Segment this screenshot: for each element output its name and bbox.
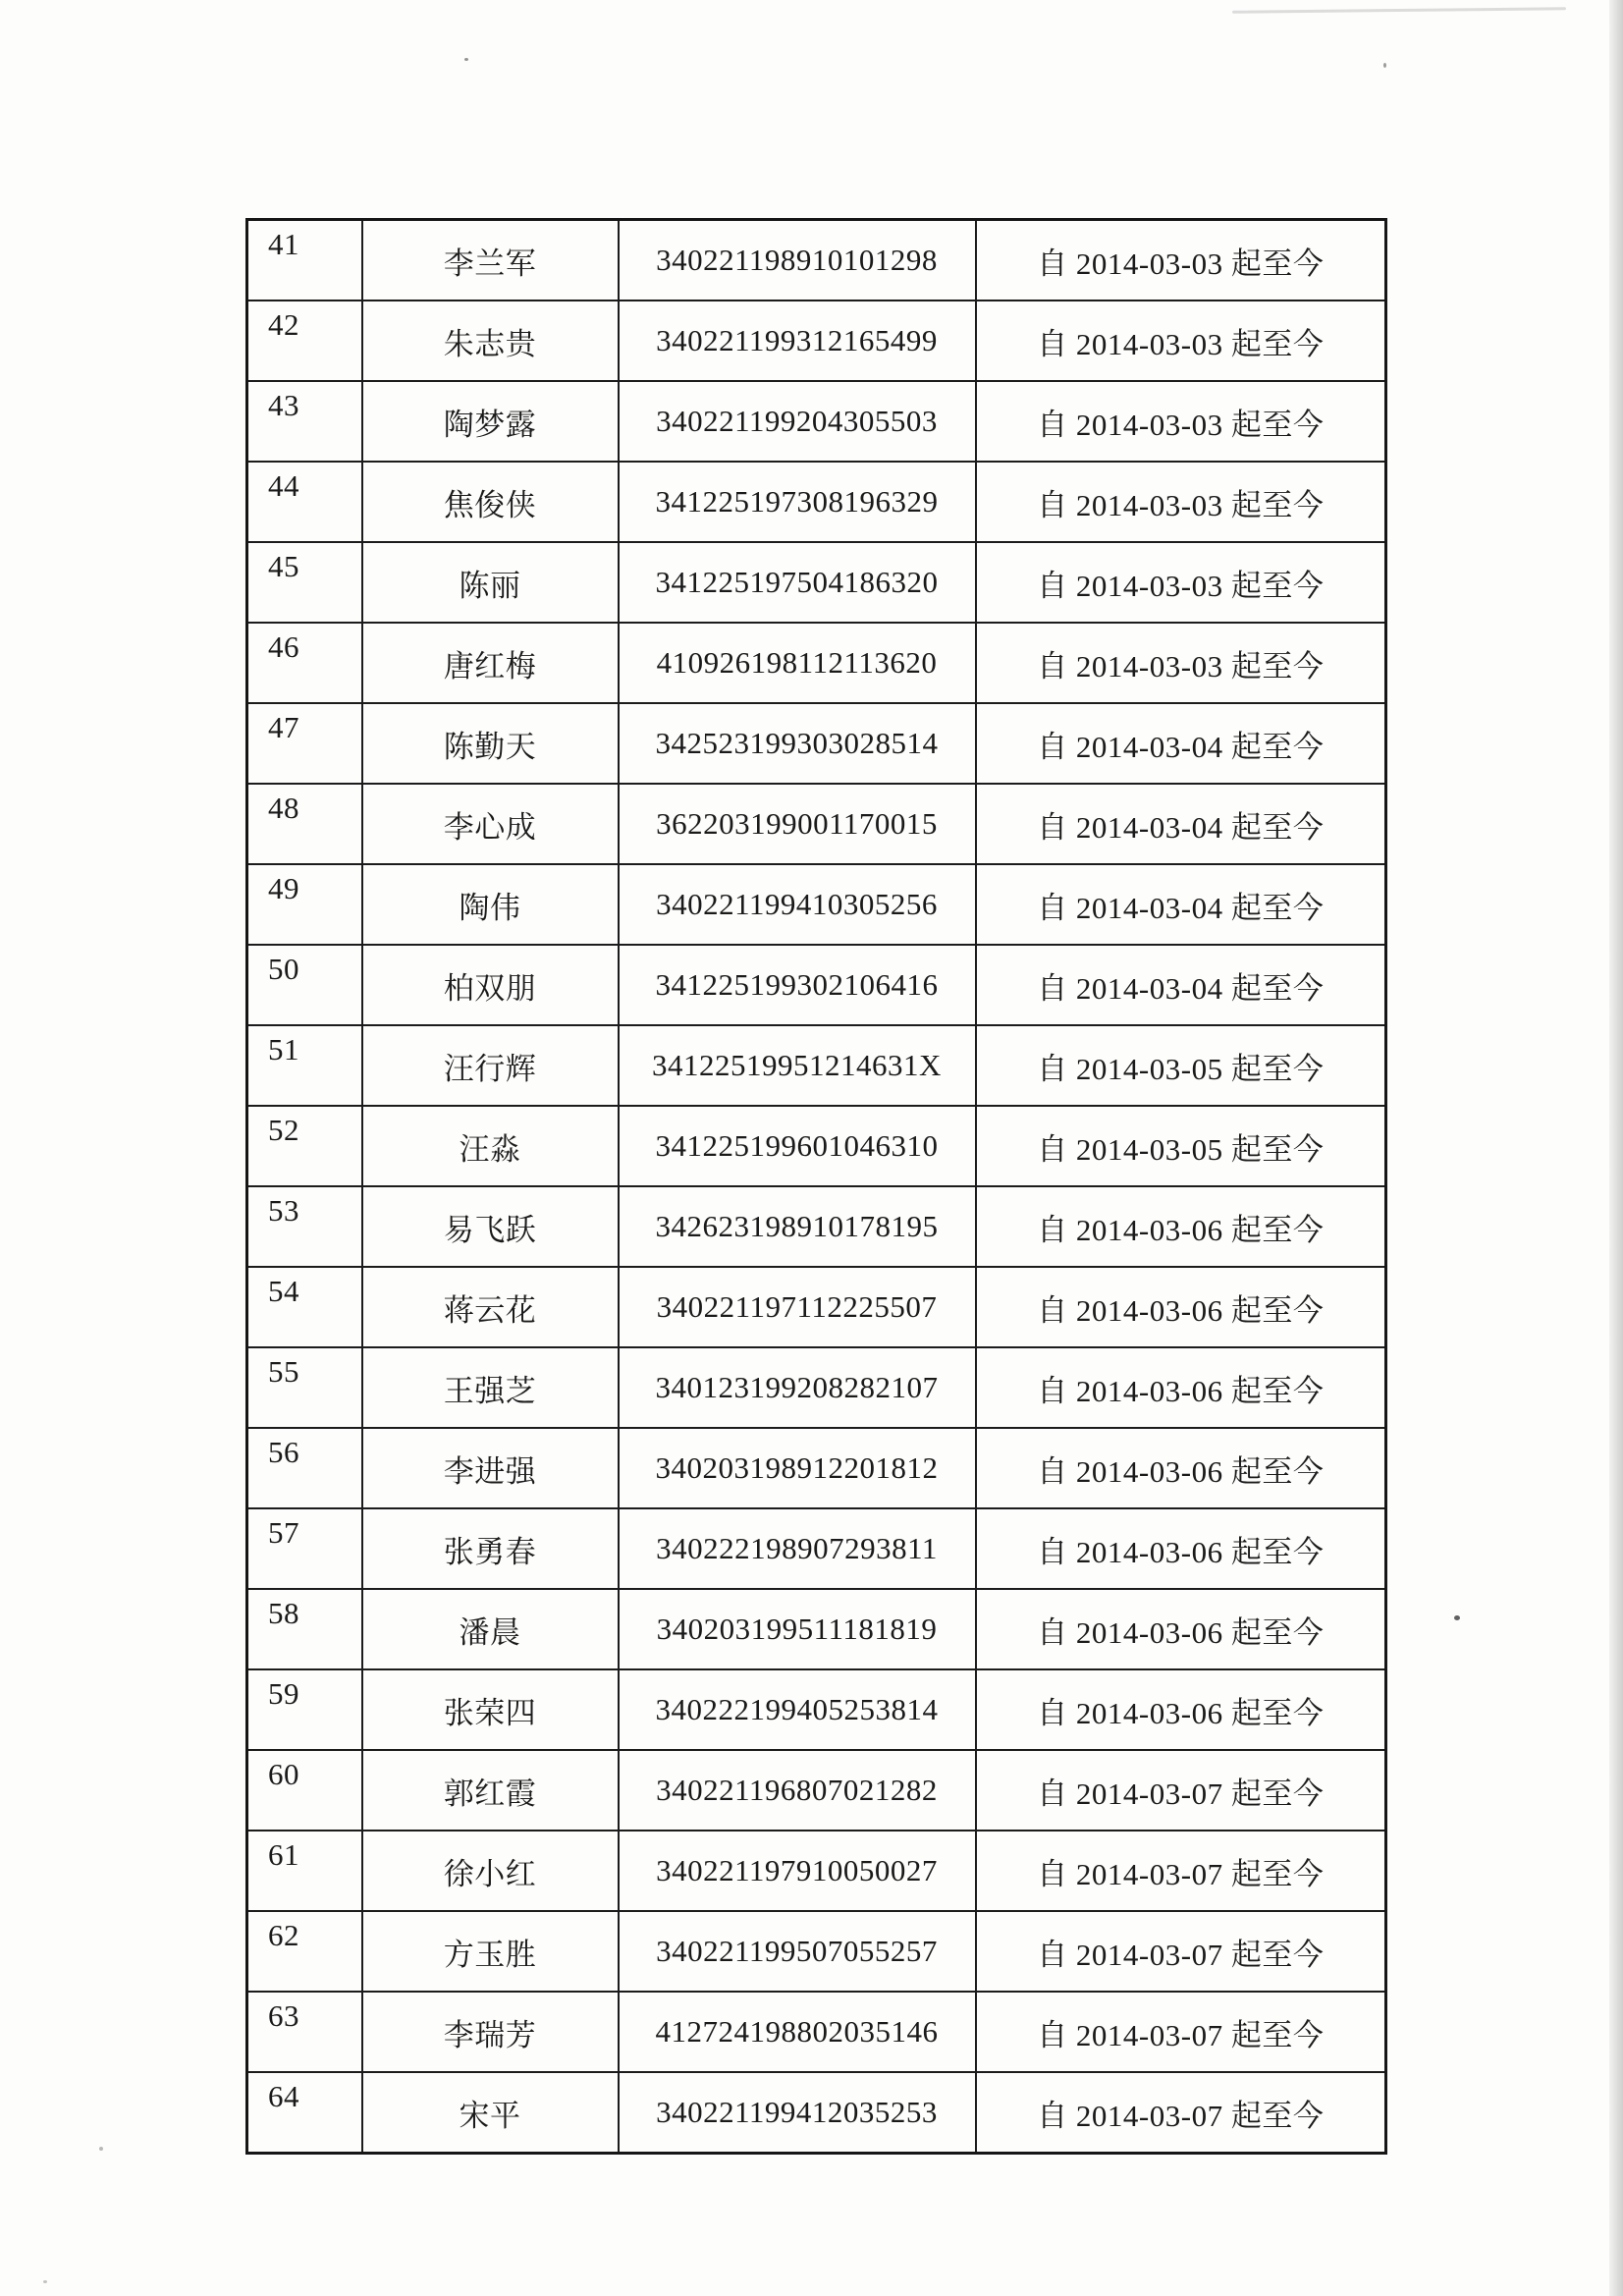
cell-validity-period: 自 2014-03-03 起至今: [976, 301, 1386, 381]
cell-person-name: 李心成: [362, 784, 619, 864]
cell-person-name: 潘晨: [362, 1589, 619, 1669]
cell-id-number: 340221196807021282: [619, 1750, 976, 1831]
cell-person-name: 李进强: [362, 1428, 619, 1508]
table-row: [247, 945, 1386, 1025]
cell-validity-period: 自 2014-03-03 起至今: [976, 220, 1386, 301]
cell-person-name: 王强芝: [362, 1347, 619, 1428]
cell-id-number: 340221199507055257: [619, 1911, 976, 1992]
cell-row-number: 64: [247, 2072, 362, 2154]
table-row: [247, 1589, 1386, 1669]
cell-validity-period: 自 2014-03-06 起至今: [976, 1508, 1386, 1589]
cell-validity-period: 自 2014-03-07 起至今: [976, 2072, 1386, 2154]
cell-validity-period: 自 2014-03-04 起至今: [976, 864, 1386, 945]
cell-id-number: 340203199511181819: [619, 1589, 976, 1669]
cell-person-name: 汪淼: [362, 1106, 619, 1186]
cell-row-number: 62: [247, 1911, 362, 1992]
roster-table: [245, 218, 1387, 2155]
cell-id-number: 341225197308196329: [619, 462, 976, 542]
cell-id-number: 340222198907293811: [619, 1508, 976, 1589]
table-row: [247, 1831, 1386, 1911]
cell-row-number: 41: [247, 220, 362, 301]
table-row: [247, 1992, 1386, 2072]
cell-row-number: 60: [247, 1750, 362, 1831]
cell-validity-period: 自 2014-03-06 起至今: [976, 1347, 1386, 1428]
cell-validity-period: 自 2014-03-07 起至今: [976, 1831, 1386, 1911]
scan-edge-shadow: [1609, 0, 1623, 2296]
cell-id-number: 410926198112113620: [619, 623, 976, 703]
cell-row-number: 53: [247, 1186, 362, 1267]
cell-id-number: 341225197504186320: [619, 542, 976, 623]
roster-table-body: [247, 220, 1386, 2154]
cell-row-number: 47: [247, 703, 362, 784]
cell-id-number: 340221197910050027: [619, 1831, 976, 1911]
cell-row-number: 42: [247, 301, 362, 381]
cell-validity-period: 自 2014-03-07 起至今: [976, 1992, 1386, 2072]
table-row: [247, 784, 1386, 864]
cell-validity-period: 自 2014-03-06 起至今: [976, 1186, 1386, 1267]
table-row: [247, 1106, 1386, 1186]
cell-person-name: 方玉胜: [362, 1911, 619, 1992]
table-row: [247, 864, 1386, 945]
cell-validity-period: 自 2014-03-05 起至今: [976, 1106, 1386, 1186]
table-row: [247, 1669, 1386, 1750]
cell-validity-period: 自 2014-03-03 起至今: [976, 623, 1386, 703]
cell-id-number: 342623198910178195: [619, 1186, 976, 1267]
table-row: [247, 381, 1386, 462]
scan-speck: [1383, 63, 1386, 68]
cell-validity-period: 自 2014-03-04 起至今: [976, 703, 1386, 784]
table-row: [247, 2072, 1386, 2154]
table-row: [247, 703, 1386, 784]
cell-id-number: 34122519951214631X: [619, 1025, 976, 1106]
table-row: [247, 1267, 1386, 1347]
cell-person-name: 朱志贵: [362, 301, 619, 381]
cell-id-number: 340222199405253814: [619, 1669, 976, 1750]
cell-validity-period: 自 2014-03-07 起至今: [976, 1911, 1386, 1992]
table-row: [247, 1428, 1386, 1508]
cell-validity-period: 自 2014-03-04 起至今: [976, 784, 1386, 864]
cell-validity-period: 自 2014-03-03 起至今: [976, 381, 1386, 462]
cell-validity-period: 自 2014-03-06 起至今: [976, 1669, 1386, 1750]
scan-speck: [1454, 1615, 1460, 1620]
cell-id-number: 362203199001170015: [619, 784, 976, 864]
cell-person-name: 张勇春: [362, 1508, 619, 1589]
scan-speck: [464, 58, 468, 61]
cell-id-number: 340123199208282107: [619, 1347, 976, 1428]
cell-person-name: 焦俊侠: [362, 462, 619, 542]
cell-person-name: 李瑞芳: [362, 1992, 619, 2072]
table-row: [247, 220, 1386, 301]
cell-validity-period: 自 2014-03-03 起至今: [976, 462, 1386, 542]
cell-validity-period: 自 2014-03-05 起至今: [976, 1025, 1386, 1106]
cell-row-number: 58: [247, 1589, 362, 1669]
cell-id-number: 341225199302106416: [619, 945, 976, 1025]
cell-row-number: 54: [247, 1267, 362, 1347]
cell-id-number: 340221199410305256: [619, 864, 976, 945]
cell-validity-period: 自 2014-03-06 起至今: [976, 1267, 1386, 1347]
cell-person-name: 陈丽: [362, 542, 619, 623]
cell-person-name: 易飞跃: [362, 1186, 619, 1267]
cell-id-number: 342523199303028514: [619, 703, 976, 784]
table-row: [247, 1911, 1386, 1992]
cell-id-number: 340203198912201812: [619, 1428, 976, 1508]
cell-id-number: 412724198802035146: [619, 1992, 976, 2072]
cell-row-number: 52: [247, 1106, 362, 1186]
table-row: [247, 623, 1386, 703]
table-row: [247, 1347, 1386, 1428]
cell-row-number: 44: [247, 462, 362, 542]
cell-person-name: 陶伟: [362, 864, 619, 945]
table-row: [247, 462, 1386, 542]
table-row: [247, 542, 1386, 623]
cell-person-name: 李兰军: [362, 220, 619, 301]
cell-person-name: 陶梦露: [362, 381, 619, 462]
cell-id-number: 341225199601046310: [619, 1106, 976, 1186]
cell-person-name: 汪行辉: [362, 1025, 619, 1106]
cell-row-number: 55: [247, 1347, 362, 1428]
cell-id-number: 340221199204305503: [619, 381, 976, 462]
cell-row-number: 50: [247, 945, 362, 1025]
cell-row-number: 59: [247, 1669, 362, 1750]
cell-person-name: 唐红梅: [362, 623, 619, 703]
table-row: [247, 1508, 1386, 1589]
cell-id-number: 340221199412035253: [619, 2072, 976, 2154]
cell-row-number: 43: [247, 381, 362, 462]
table-row: [247, 1025, 1386, 1106]
cell-id-number: 340221199312165499: [619, 301, 976, 381]
cell-id-number: 340221197112225507: [619, 1267, 976, 1347]
table-row: [247, 301, 1386, 381]
cell-validity-period: 自 2014-03-04 起至今: [976, 945, 1386, 1025]
scan-speck: [99, 2147, 103, 2151]
cell-row-number: 46: [247, 623, 362, 703]
cell-row-number: 51: [247, 1025, 362, 1106]
cell-row-number: 49: [247, 864, 362, 945]
cell-person-name: 陈勤天: [362, 703, 619, 784]
scan-streak-artifact: [1232, 7, 1566, 14]
table-row: [247, 1186, 1386, 1267]
cell-row-number: 61: [247, 1831, 362, 1911]
cell-row-number: 48: [247, 784, 362, 864]
cell-validity-period: 自 2014-03-03 起至今: [976, 542, 1386, 623]
cell-validity-period: 自 2014-03-07 起至今: [976, 1750, 1386, 1831]
cell-row-number: 63: [247, 1992, 362, 2072]
cell-row-number: 45: [247, 542, 362, 623]
cell-person-name: 宋平: [362, 2072, 619, 2154]
cell-person-name: 郭红霞: [362, 1750, 619, 1831]
cell-person-name: 蒋云花: [362, 1267, 619, 1347]
cell-person-name: 张荣四: [362, 1669, 619, 1750]
cell-row-number: 56: [247, 1428, 362, 1508]
cell-row-number: 57: [247, 1508, 362, 1589]
cell-person-name: 柏双朋: [362, 945, 619, 1025]
table-row: [247, 1750, 1386, 1831]
cell-validity-period: 自 2014-03-06 起至今: [976, 1428, 1386, 1508]
scan-speck: [43, 2280, 47, 2283]
cell-person-name: 徐小红: [362, 1831, 619, 1911]
cell-id-number: 340221198910101298: [619, 220, 976, 301]
cell-validity-period: 自 2014-03-06 起至今: [976, 1589, 1386, 1669]
